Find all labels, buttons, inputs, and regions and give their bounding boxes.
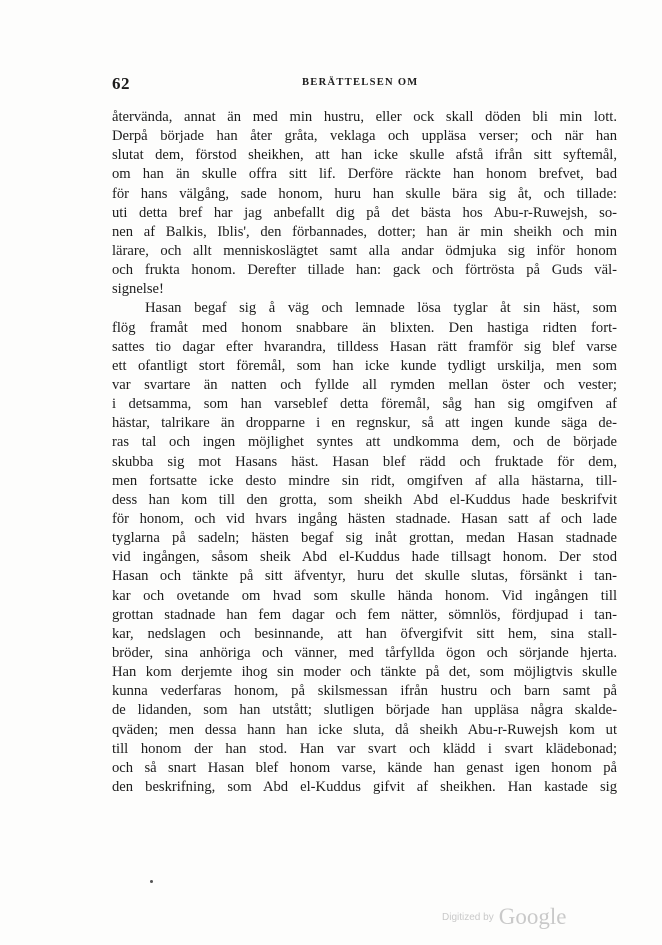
text-line: grottan stadnade han fem dagar och fem nätter, sömnlös, fördjupad i tan- — [112, 606, 617, 623]
digitized-watermark — [442, 904, 567, 930]
text-line: men fortsatte icke desto mindre sin ridt, omgifven af alla hästarna, till- — [112, 472, 617, 489]
text-line: skubba sig mot Hasans häst. Hasan blef rädd och fruktade för dem, — [112, 453, 617, 470]
text-line: för honom, och vid hvars ingång hästen stadnade. Hasan satt af och lade — [112, 510, 617, 527]
text-line: om han än skulle offra sitt lif. Derföre räckte han honom brefvet, bad — [112, 166, 617, 183]
page-number: 62 — [112, 74, 130, 93]
page-header — [112, 74, 617, 94]
text-line: för hans välgång, sade honom, huru han skulle bära sig åt, och tillade: — [112, 185, 617, 202]
text-line: signelse! — [112, 281, 164, 298]
text-line: Hasan och tänkte på sitt äfventyr, huru det skulle slutas, försänkt i tan- — [112, 568, 617, 585]
text-line: vid ingången, såsom sheik Abd el-Kuddus hade tillsagt honom. Der stod — [112, 549, 617, 566]
running-head: BERÄTTELSEN OM — [302, 77, 419, 88]
text-line: och så snart Hasan blef honom varse, kände han genast igen honom på — [112, 759, 617, 776]
text-line: slutat dem, förstod sheikhen, att han icke skulle afstå ifrån sitt syftemål, — [112, 147, 617, 164]
text-line: och frukta honom. Derefter tillade han: gack och förtrösta på Guds väl- — [112, 262, 617, 279]
text-line: tyglarna på sadeln; hästen begaf sig inåt grottan, medan Hasan stadnade — [112, 530, 617, 547]
text-line: återvända, annat än med min hustru, eller ock skall döden bli min lott. — [112, 109, 617, 125]
text-line: Derpå började han åter gråta, veklaga och uppläsa verser; och när han — [112, 128, 617, 145]
text-line: var svartare än natten och fyllde all rymden mellan öster och vester; — [112, 376, 617, 393]
text-line: i detsamma, som han varseblef detta föremål, såg han sig omgifven af — [112, 396, 617, 413]
text-line: kunna vederfaras honom, på skilsmessan ifrån hustru och barn samt på — [112, 683, 617, 700]
text-line: till honom der han stod. Han var svart och klädd i svart klädebonad; — [112, 740, 617, 757]
stray-ink-dot — [150, 880, 153, 883]
body-text — [112, 108, 617, 797]
watermark-prefix: Digitized by — [442, 912, 494, 923]
text-line: nen af Balkis, Iblis', den förbannades, dotter; han är min sheikh och min — [112, 223, 617, 240]
text-line: dess han kom till den grotta, som sheikh Abd el-Kuddus hade beskrifvit — [112, 491, 617, 508]
text-line: bröder, sina anhöriga och vänner, med tårfyllda ögon och sörjande hjerta. — [112, 644, 617, 661]
text-line: de lidanden, som han utstått; slutligen började han uppläsa några skalde- — [112, 702, 617, 719]
text-line: lärare, och allt menniskoslägtet samt alla andar ödmjuka sig inför honom — [112, 242, 617, 259]
watermark-brand: Google — [498, 904, 567, 929]
text-line: uti detta bref har jag anbefallt dig på det bästa hos Abu-r-Ruwejsh, so- — [112, 204, 617, 221]
text-line: kar och ovetande om hvad som skulle hända honom. Vid ingången till — [112, 587, 617, 604]
text-line: qväden; men dessa hann han icke sluta, då sheikh Abu-r-Ruwejsh kom ut — [112, 721, 617, 738]
text-line: den beskrifning, som Abd el-Kuddus gifvit af sheikhen. Han kastade sig — [112, 778, 617, 795]
text-line: flög framåt med honom snabbare än blixten. Den hastiga ridten fort- — [112, 319, 617, 336]
text-line: hästar, talrikare än dropparne i en regnskur, så att ingen kunde säga de- — [112, 415, 617, 432]
text-line: ras tal och ingen möjlighet syntes att undkomma dem, och de började — [112, 434, 617, 451]
text-line: ett ofantligt stort föremål, som han icke kunde tydligt urskilja, men som — [112, 357, 617, 374]
text-line: sattes tio dagar efter hvarandra, tilldess Hasan rätt framför sig blef varse — [112, 338, 617, 355]
text-line: kar, nedslagen och besinnande, att han öfvergifvit sitt hem, sina stall- — [112, 625, 617, 642]
text-line: Hasan begaf sig å väg och lemnade lösa tyglar åt sin häst, som — [145, 300, 617, 317]
text-line: Han kom derjemte ihog sin moder och tänkte på det, som möjligtvis skulle — [112, 664, 617, 681]
